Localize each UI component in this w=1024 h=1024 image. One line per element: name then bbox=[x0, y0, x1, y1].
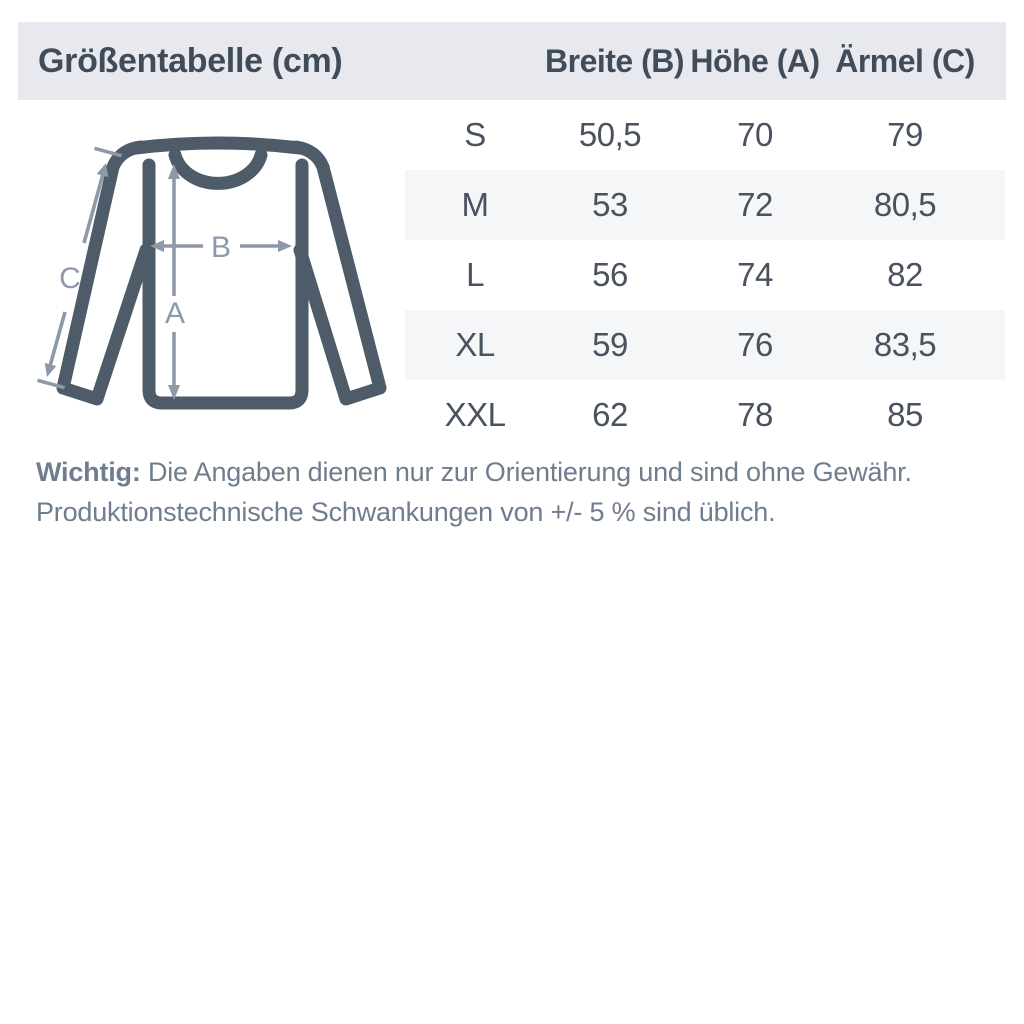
size-table bbox=[405, 100, 1005, 450]
size-cell: XXL bbox=[444, 396, 506, 433]
sweater-diagram bbox=[25, 128, 405, 420]
aermel-cell: 83,5 bbox=[873, 326, 937, 363]
hoehe-cell: 76 bbox=[737, 326, 773, 363]
page-title: Größentabelle (cm) bbox=[38, 41, 343, 80]
breite-cell: 62 bbox=[592, 396, 628, 433]
shirt-torso bbox=[149, 165, 302, 403]
size-cell: S bbox=[464, 116, 486, 153]
aermel-cell: 80,5 bbox=[873, 186, 937, 223]
disclaimer-line-2: Produktionstechnische Schwankungen von +/- 5 % sind üblich. bbox=[36, 497, 776, 527]
aermel-cell: 85 bbox=[887, 396, 923, 433]
size-cell: M bbox=[461, 186, 489, 223]
aermel-cell: 79 bbox=[887, 116, 923, 153]
table-row-m bbox=[405, 170, 1005, 240]
size-cell: XL bbox=[455, 326, 495, 363]
column-headers bbox=[405, 22, 1005, 100]
table-row-l bbox=[405, 240, 1005, 310]
table-header-bar bbox=[18, 22, 1006, 100]
shirt-top-edge bbox=[136, 143, 300, 148]
hoehe-cell: 74 bbox=[737, 256, 773, 293]
width-arrowhead-right bbox=[278, 240, 292, 252]
table-row-xl bbox=[405, 310, 1005, 380]
sleeve-arrow-line-bottom bbox=[50, 312, 65, 366]
disclaimer-text-1: Die Angaben dienen nur zur Orientierung und sind ohne Gewähr. bbox=[147, 457, 912, 487]
shirt-outline bbox=[63, 143, 380, 403]
height-label: A bbox=[164, 297, 186, 330]
aermel-cell: 82 bbox=[887, 256, 923, 293]
disclaimer-emphasis: Wichtig: bbox=[36, 457, 141, 487]
breite-cell: 56 bbox=[592, 256, 628, 293]
column-header-breite: Breite (B) bbox=[545, 42, 685, 79]
shirt-right-sleeve bbox=[296, 147, 380, 399]
disclaimer-line-1 bbox=[36, 452, 996, 492]
sleeve-arrowhead-up bbox=[97, 163, 109, 177]
breite-cell: 50,5 bbox=[578, 116, 642, 153]
breite-cell: 59 bbox=[592, 326, 628, 363]
table-row-s bbox=[405, 100, 1005, 170]
sleeve-label: C bbox=[59, 262, 81, 295]
disclaimer-note bbox=[36, 452, 996, 532]
table-row-xxl bbox=[405, 380, 1005, 450]
column-header-hoehe: Höhe (A) bbox=[690, 42, 820, 79]
shirt-collar bbox=[175, 155, 261, 183]
hoehe-cell: 78 bbox=[737, 396, 773, 433]
hoehe-cell: 72 bbox=[737, 186, 773, 223]
hoehe-cell: 70 bbox=[737, 116, 773, 153]
width-label: B bbox=[210, 231, 232, 264]
sweater-diagram-svg bbox=[25, 128, 405, 420]
sleeve-arrowhead-down bbox=[45, 363, 57, 377]
size-cell: L bbox=[466, 256, 484, 293]
breite-cell: 53 bbox=[592, 186, 628, 223]
column-header-aermel: Ärmel (C) bbox=[835, 42, 975, 79]
